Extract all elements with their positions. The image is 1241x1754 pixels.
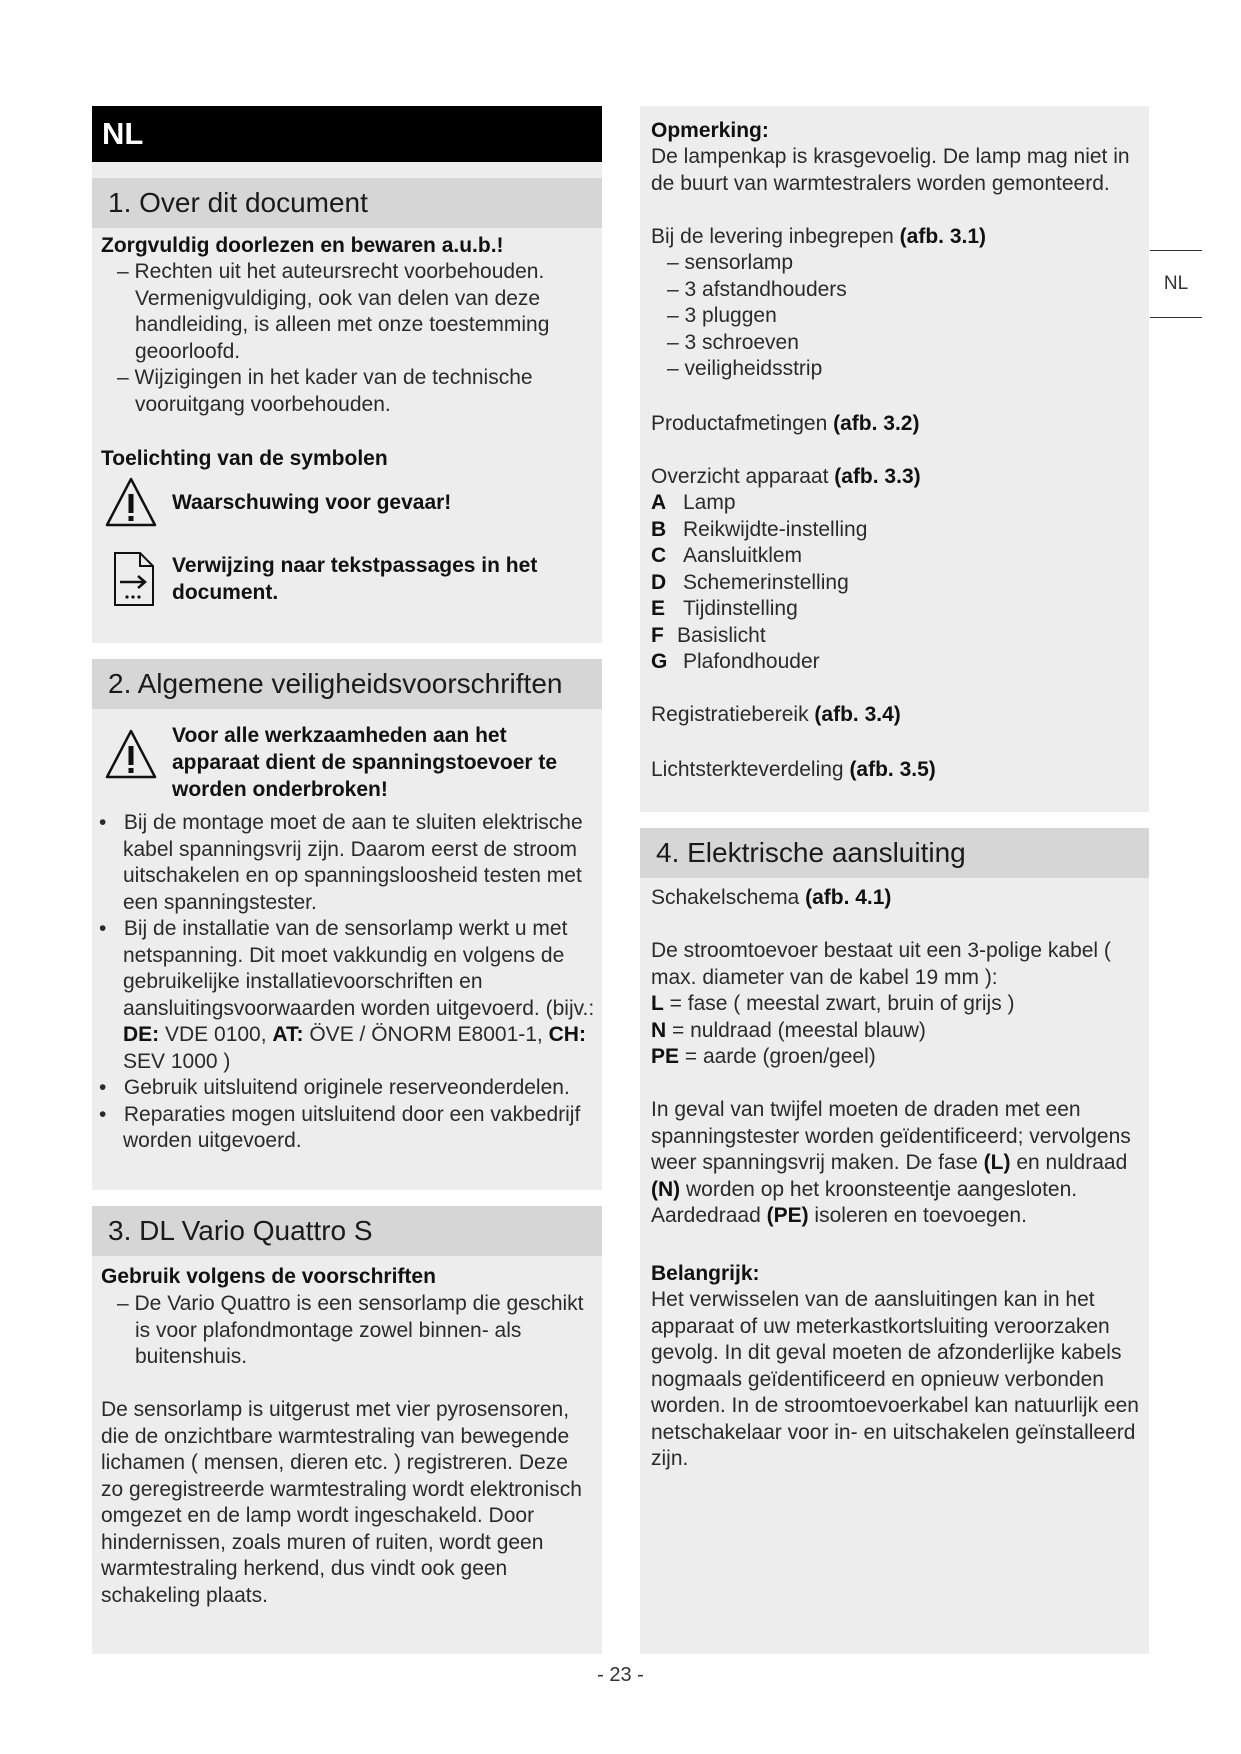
list-item: – 3 schroeven: [667, 330, 799, 354]
sec1-list: [117, 259, 577, 418]
list-item: L = fase ( meestal zwart, bruin of grijs ): [651, 992, 1015, 1015]
list-item: N = nuldraad (meestal blauw): [651, 1018, 926, 1042]
list-item: – De Vario Quattro is een sensorlamp die geschikt is voor plafondmontage zowel binnen- als buitenshuis.: [117, 1292, 584, 1368]
supply-text: De stroomtoevoer bestaat uit een 3-polige kabel ( max. diameter van de kabel 19 mm ):: [651, 939, 1111, 989]
warning-icon: [104, 476, 158, 528]
list-item: – 3 pluggen: [667, 304, 777, 327]
important-text: Het verwisselen van de aansluitingen kan in het apparaat of uw meterkastkortsluiting veroorzaken gevolg. In dit geval moeten de afzonderlijke kabels nogmaals geïdentificeerd en opnieuw verbonden worden. In de stroomtoevoerkabel kan natuurlijk een netschakelaar voor in- en uitschakelen geïnstalleerd zijn.: [651, 1288, 1139, 1470]
section-3-title: 3. DL Vario Quattro S: [92, 1206, 602, 1256]
page-number: - 23 -: [597, 1664, 644, 1686]
sec3-list: [117, 1291, 602, 1371]
dimensions-label: Productafmetingen (afb. 3.2): [651, 412, 920, 435]
list-item: – Rechten uit het auteursrecht voorbehouden. Vermenigvuldiging, ook van delen van deze handleiding, is alleen met onze toestemming geoorloofd.: [117, 260, 550, 363]
overview-label: Overzicht apparaat (afb. 3.3): [651, 465, 921, 488]
note-title: Opmerking:: [651, 119, 769, 142]
list-item: PE = aarde (groen/geel): [651, 1045, 876, 1068]
symbols-title: Toelichting van de symbolen: [101, 447, 388, 470]
list-item: • Reparaties mogen uitsluitend door een vakbedrijf worden uitgevoerd.: [99, 1102, 581, 1152]
reference-text: Verwijzing naar tekstpassages in het document.: [172, 554, 538, 604]
doubt-text: In geval van twijfel moeten de draden met een spanningstester worden geïdentificeerd; vervolgens weer spanningsvrij maken. De fase (L) en nuldraad (N) worden op het kroonsteentje aangesloten. Aardedraad (PE) isoleren en toevoegen.: [651, 1098, 1131, 1227]
section-4-title: 4. Elektrische aansluiting: [640, 828, 1149, 878]
light-distribution-label: Lichtsterkteverdeling (afb. 3.5): [651, 758, 936, 781]
list-item: D Schemerinstelling: [651, 570, 849, 594]
list-item: • Bij de montage moet de aan te sluiten elektrische kabel spanningsvrij zijn. Daarom eerst de stroom uitschakelen en op spanningsloosheid testen met een spanningstester.: [99, 811, 583, 914]
language-header: NL: [92, 106, 602, 162]
sec2-warning: Voor alle werkzaamheden aan het apparaat dient de spanningstoevoer te worden onderbroken!: [172, 724, 558, 801]
delivery-list: [667, 250, 847, 383]
schema-label: Schakelschema (afb. 4.1): [651, 886, 892, 909]
note-text: De lampenkap is krasgevoelig. De lamp mag niet in de buurt van warmtestralers worden gemonteerd.: [651, 145, 1130, 195]
list-item: – sensorlamp: [667, 251, 794, 274]
list-item: G Plafondhouder: [651, 650, 820, 673]
sec1-subtitle: Zorgvuldig doorlezen en bewaren a.u.b.!: [101, 234, 504, 257]
list-item: • Bij de installatie van de sensorlamp werkt u met netspanning. Dit moet vakkundig en volgens de gebruikelijke installatievoorschriften en aansluitingsvoorwaarden worden uitgevoerd. (bijv.: DE: VDE 0100, AT: ÖVE / ÖNORM E8001-1, CH: SEV 1000 ): [99, 917, 595, 1073]
list-item: E Tijdinstelling: [651, 597, 798, 620]
wire-list: [651, 991, 1015, 1071]
sec3-body: De sensorlamp is uitgerust met vier pyrosensoren, die de onzichtbare warmtestraling van bewegende lichamen ( mensen, dieren etc. ) registreren. Deze zo geregistreerde warmtestraling wordt elektronisch omgezet en de lamp wordt ingeschakeld. Door hindernissen, zoals muren of ruiten, wordt geen warmtestraling herkend, dus vindt ook geen schakeling plaats.: [101, 1398, 582, 1607]
list-item: – veiligheidsstrip: [667, 357, 823, 380]
side-language-tab: NL: [1150, 250, 1202, 318]
list-item: B Reikwijdte-instelling: [651, 517, 868, 541]
warning-text: Waarschuwing voor gevaar!: [172, 491, 452, 514]
overview-list: [651, 490, 867, 676]
section-1-title: 1. Over dit document: [92, 178, 602, 228]
list-item: F Basislicht: [651, 623, 766, 647]
list-item: C Aansluitklem: [651, 544, 803, 567]
delivery-label: Bij de levering inbegrepen (afb. 3.1): [651, 225, 987, 248]
important-title: Belangrijk:: [651, 1262, 760, 1285]
list-item: – Wijzigingen in het kader van de technische vooruitgang voorbehouden.: [117, 366, 533, 416]
document-reference-icon: [112, 550, 156, 608]
section-2-title: 2. Algemene veiligheidsvoorschriften: [92, 659, 602, 709]
range-label: Registratiebereik (afb. 3.4): [651, 703, 901, 726]
sec2-bullets: [99, 810, 597, 1155]
list-item: – 3 afstandhouders: [667, 277, 847, 301]
list-item: A Lamp: [651, 491, 736, 514]
list-item: • Gebruik uitsluitend originele reserveonderdelen.: [99, 1076, 570, 1099]
sec3-subtitle: Gebruik volgens de voorschriften: [101, 1265, 436, 1288]
warning-icon: [104, 728, 158, 780]
